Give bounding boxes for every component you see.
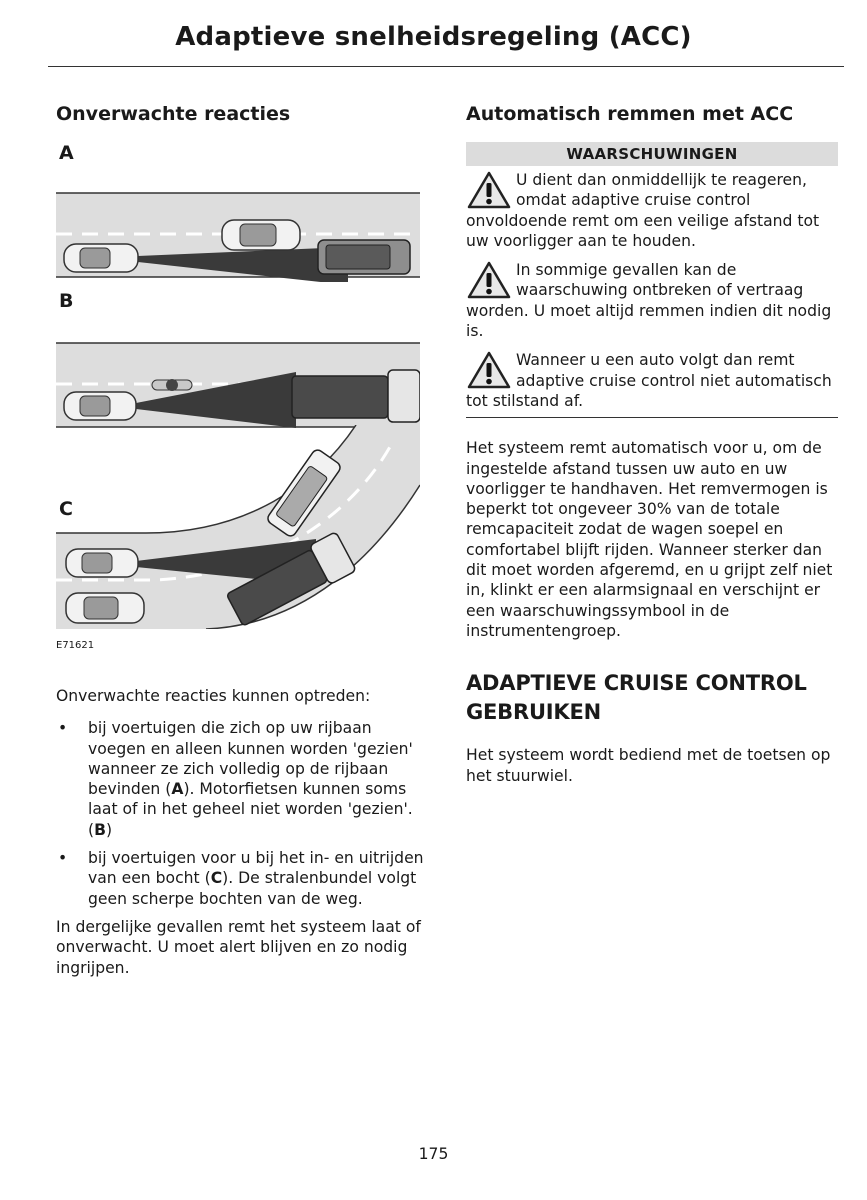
bullet-ref-c: C <box>210 869 223 888</box>
closing-text: In dergelijke gevallen remt het systeem laat of onverwacht. U moet alert blijven en zo nodig ingrijpen. <box>56 917 421 977</box>
page-title: Adaptieve snelheidsregeling (ACC) <box>175 22 692 52</box>
own-car-icon <box>64 244 138 272</box>
acc-figure <box>56 140 424 670</box>
figure-code: E71621 <box>56 640 95 651</box>
bullet-item-curve <box>56 848 424 909</box>
bullet-text: ). Motorfietsen kunnen soms laat of in het geheel niet worden 'gezien'. ( <box>88 780 413 839</box>
warnings-header: WAARSCHUWINGEN <box>466 142 838 166</box>
adjacent-car-icon <box>66 593 144 623</box>
bullet-ref-b: B <box>94 820 106 839</box>
section-heading-unexpected: Onverwachte reacties <box>56 103 291 125</box>
warning-text: Wanneer u een auto volgt dan remt adaptive cruise control niet automatisch tot stilstand af. <box>466 351 832 410</box>
warnings-divider <box>466 417 838 418</box>
warning-item <box>466 350 838 417</box>
warning-text: In sommige gevallen kan de waarschuwing ontbreken of vertraag worden. U moet altijd remmen indien dit nodig is. <box>466 261 832 341</box>
title-divider <box>48 66 844 67</box>
intro-text: Onverwachte reacties kunnen optreden: <box>56 687 371 705</box>
right-column <box>466 100 838 786</box>
diagram-c-curve <box>56 425 420 629</box>
warning-triangle-icon <box>466 170 512 210</box>
warning-text: U dient dan onmiddellijk te reageren, omdat adaptive cruise control onvoldoende remt om een veilige afstand tot uw voorligger aan te houden. <box>466 171 820 250</box>
section-heading-using-acc: ADAPTIEVE CRUISE CONTROL GEBRUIKEN <box>466 671 807 725</box>
merging-van-icon <box>318 240 410 274</box>
own-car-icon <box>64 392 136 420</box>
bullet-marker: • <box>58 719 68 738</box>
braking-paragraph: Het systeem remt automatisch voor u, om de ingestelde afstand tussen uw auto en uw voorligger te handhaven. Het remvermogen is beperkt tot ongeveer 30% van de totale remcapaciteit zodat de wagen soepel en comfortabel blijft rijden. Wanneer sterker dan dit moet worden afgeremd, en u grijpt zelf niet in, klinkt er een alarmsignaal en verschijnt er een waarschuwingssymbool in de instrumentengroep. <box>466 439 833 640</box>
section-text: Het systeem wordt bediend met de toetsen op het stuurwiel. <box>466 746 831 785</box>
motorcycle-icon <box>152 379 192 391</box>
bullet-item-merging <box>56 718 424 840</box>
bullet-text: ). De stralenbundel volgt geen scherpe bochten van de weg. <box>88 869 417 908</box>
diagram-a-merging-vehicle <box>56 190 420 282</box>
page-number: 175 <box>418 1145 449 1163</box>
diagram-b-motorcycle <box>56 340 420 432</box>
figure-label-a: A <box>59 142 74 164</box>
warning-item <box>466 260 838 341</box>
section-heading-auto-braking: Automatisch remmen met ACC <box>466 103 794 125</box>
bullet-text: bij voertuigen die zich op uw rijbaan voegen en alleen kunnen worden 'gezien' wanneer ze zich volledig op de rijbaan bevinden ( <box>88 719 413 799</box>
bullet-marker: • <box>58 849 68 868</box>
own-car-icon <box>66 549 138 577</box>
car-ahead-icon <box>222 220 300 250</box>
left-column <box>56 100 424 978</box>
warning-triangle-icon <box>466 350 512 390</box>
figure-label-c: C <box>59 498 73 520</box>
figure-label-b: B <box>59 290 74 312</box>
bullet-text: bij voertuigen voor u bij het in- en uitrijden van een bocht ( <box>88 849 424 888</box>
truck-icon <box>292 370 420 422</box>
warning-item <box>466 170 838 251</box>
bullet-ref-a: A <box>171 780 184 799</box>
bullet-text: ) <box>105 820 113 839</box>
warning-triangle-icon <box>466 260 512 300</box>
bullet-list <box>56 718 424 909</box>
